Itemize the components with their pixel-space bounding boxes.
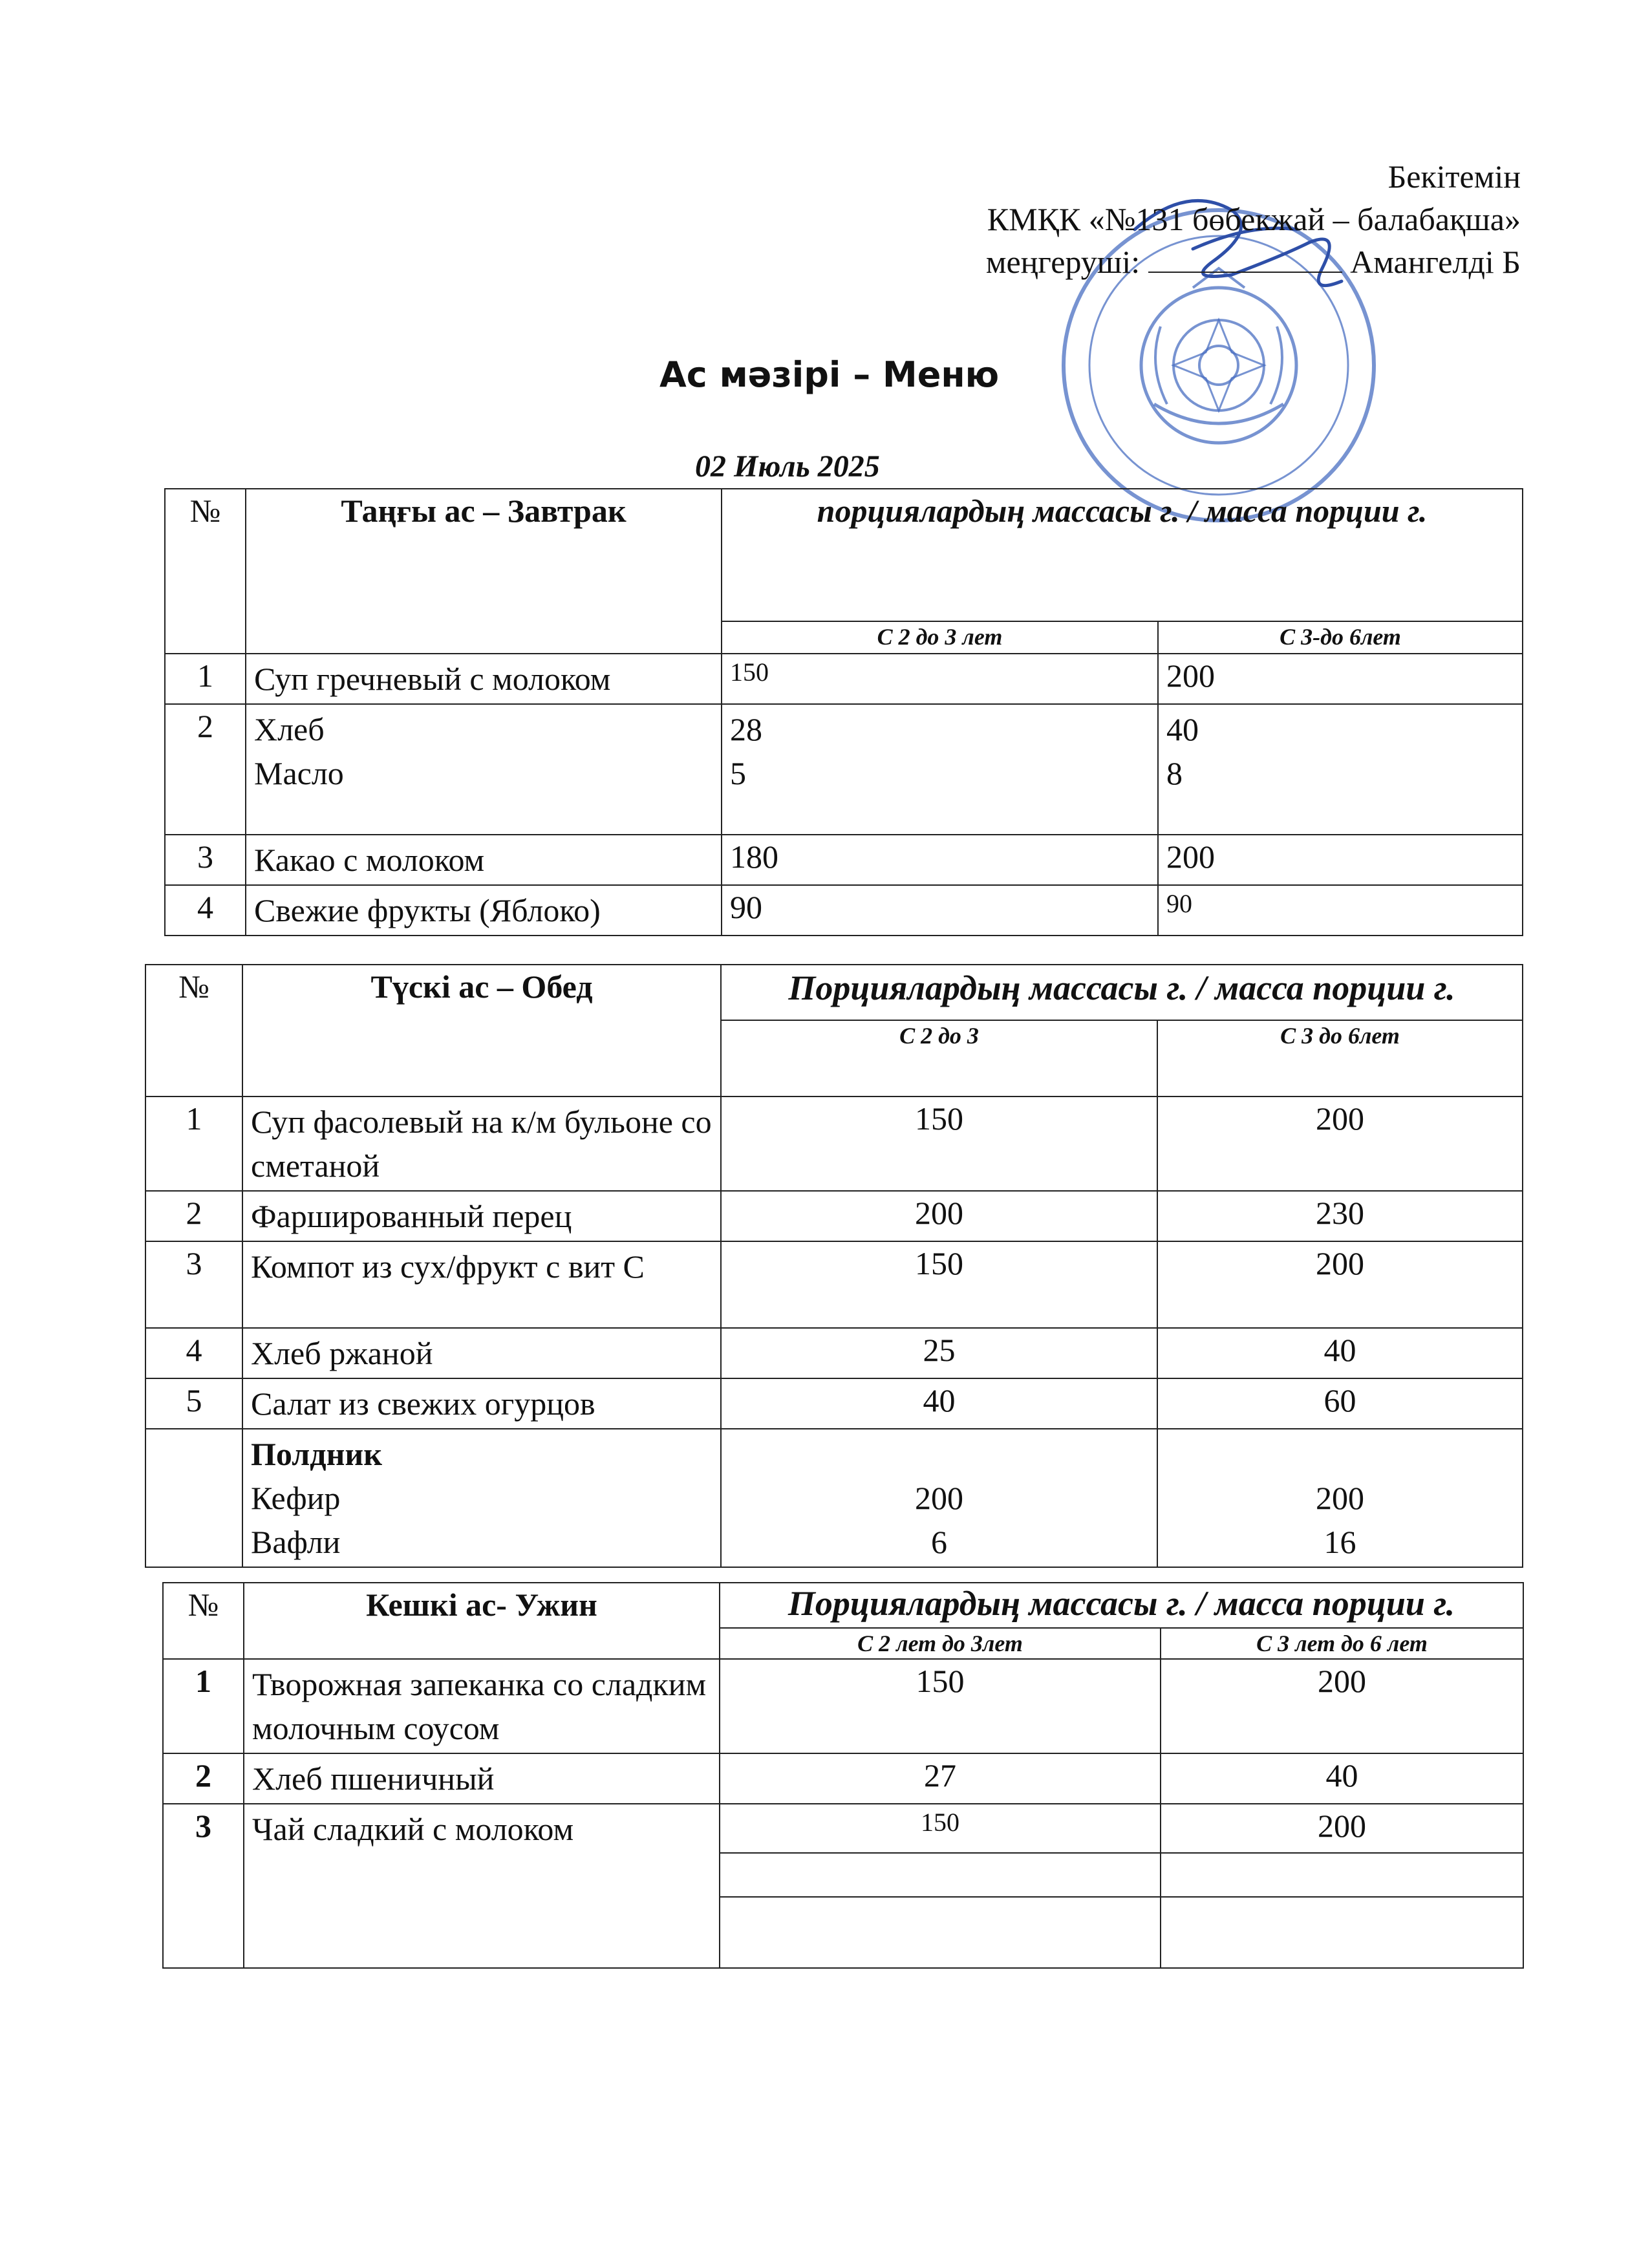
menu-date: 02 Июль 2025 xyxy=(695,449,880,484)
dish-name: Суп гречневый с молоком xyxy=(246,654,722,704)
portion-age-2: 40 xyxy=(1161,1753,1523,1804)
row-number: 5 xyxy=(145,1378,242,1429)
snack-title: Полдник xyxy=(251,1436,383,1472)
portion-age-1: 27 xyxy=(720,1753,1161,1804)
table-row xyxy=(145,1097,1523,1191)
manager-name: Амангелдi Б xyxy=(1350,244,1521,280)
dish-names xyxy=(246,704,722,835)
portion-age-2: 200 xyxy=(1161,1659,1523,1753)
empty-cell xyxy=(720,1853,1161,1897)
manager-line xyxy=(986,241,1521,283)
age-group-1: С 2 до 3 xyxy=(721,1020,1157,1097)
portion-value: 16 xyxy=(1323,1524,1356,1560)
portion-age-2: 200 xyxy=(1158,835,1523,885)
dish-name: Свежие фрукты (Яблоко) xyxy=(246,885,722,936)
row-number: 3 xyxy=(165,835,246,885)
number-column-header: № xyxy=(163,1583,244,1659)
table-row xyxy=(145,1191,1523,1241)
row-number: 4 xyxy=(165,885,246,936)
table-row xyxy=(163,1659,1523,1753)
dish-name: Хлеб пшеничный xyxy=(244,1753,720,1804)
portion-age-1 xyxy=(722,704,1158,835)
dish-name: Кефир xyxy=(251,1480,341,1516)
snack-row xyxy=(145,1429,1523,1567)
table-row xyxy=(163,1753,1523,1804)
portion-age-1 xyxy=(721,1429,1157,1567)
portion-value: 200 xyxy=(1316,1480,1364,1516)
portion-age-2: 200 xyxy=(1158,654,1523,704)
row-number: 1 xyxy=(165,654,246,704)
row-number: 3 xyxy=(163,1804,244,1968)
approval-block xyxy=(986,155,1521,283)
portion-age-1: 150 xyxy=(722,654,1158,704)
portion-value: 40 xyxy=(1166,711,1199,747)
row-number: 1 xyxy=(145,1097,242,1191)
mass-column-header: Порциялардың массасы г. / масса порции г. xyxy=(720,1583,1523,1628)
portion-value: 5 xyxy=(730,755,746,791)
table-header-row xyxy=(163,1583,1523,1628)
dish-name: Компот из сух/фрукт с вит С xyxy=(242,1241,721,1328)
approved-label: Бекітемін xyxy=(1388,158,1521,195)
portion-age-1: 150 xyxy=(720,1659,1161,1753)
row-number: 2 xyxy=(163,1753,244,1804)
portion-age-1: 200 xyxy=(721,1191,1157,1241)
dish-name: Суп фасолевый на к/м бульоне со сметаной xyxy=(242,1097,721,1191)
dish-name: Чай сладкий с молоком xyxy=(244,1804,720,1968)
dish-name: Хлеб ржаной xyxy=(242,1328,721,1378)
table-row xyxy=(165,885,1523,936)
mass-column-header: Порциялардың массасы г. / масса порции г. xyxy=(721,965,1523,1020)
lunch-table xyxy=(145,964,1523,1568)
table-row xyxy=(145,1378,1523,1429)
dinner-table xyxy=(162,1582,1524,1969)
snack-names xyxy=(242,1429,721,1567)
table-header-row xyxy=(165,489,1523,621)
dish-name: Масло xyxy=(254,755,344,791)
portion-value: 6 xyxy=(931,1524,947,1560)
dish-name: Какао с молоком xyxy=(246,835,722,885)
portion-age-1: 150 xyxy=(721,1241,1157,1328)
portion-age-2: 40 xyxy=(1157,1328,1523,1378)
table-row xyxy=(145,1241,1523,1328)
row-number: 4 xyxy=(145,1328,242,1378)
portion-age-2: 230 xyxy=(1157,1191,1523,1241)
number-column-header: № xyxy=(165,489,246,654)
breakfast-table xyxy=(164,488,1523,936)
organization-name: КМҚК «№131 бөбекжай – балабақша» xyxy=(987,201,1521,237)
row-number: 3 xyxy=(145,1241,242,1328)
table-row xyxy=(165,704,1523,835)
age-group-2: С 3-до 6лет xyxy=(1158,621,1523,654)
table-header-row xyxy=(145,965,1523,1020)
section-title: Кешкі ас- Ужин xyxy=(244,1583,720,1659)
portion-value: 200 xyxy=(915,1480,963,1516)
signature-line xyxy=(1148,246,1342,273)
portion-age-2: 200 xyxy=(1161,1804,1523,1853)
dish-name: Фаршированный перец xyxy=(242,1191,721,1241)
portion-age-1: 150 xyxy=(721,1097,1157,1191)
portion-age-2: 200 xyxy=(1157,1097,1523,1191)
table-row xyxy=(165,835,1523,885)
age-group-1: С 2 лет до 3лет xyxy=(720,1628,1161,1659)
portion-age-2: 90 xyxy=(1158,885,1523,936)
age-group-2: С 3 до 6лет xyxy=(1157,1020,1523,1097)
number-column-header: № xyxy=(145,965,242,1097)
section-title: Түскі ас – Обед xyxy=(242,965,721,1097)
portion-age-2: 60 xyxy=(1157,1378,1523,1429)
portion-value: 28 xyxy=(730,711,762,747)
portion-age-1: 90 xyxy=(722,885,1158,936)
portion-age-1: 40 xyxy=(721,1378,1157,1429)
portion-age-1: 150 xyxy=(720,1804,1161,1853)
dish-name: Творожная запеканка со сладким молочным соусом xyxy=(244,1659,720,1753)
age-group-2: С 3 лет до 6 лет xyxy=(1161,1628,1523,1659)
section-title: Таңғы ас – Завтрак xyxy=(246,489,722,654)
portion-age-2: 200 xyxy=(1157,1241,1523,1328)
empty-cell xyxy=(720,1897,1161,1968)
row-number: 2 xyxy=(165,704,246,835)
row-number: 2 xyxy=(145,1191,242,1241)
manager-label: меңгерушi: xyxy=(985,244,1141,280)
portion-age-2 xyxy=(1157,1429,1523,1567)
page-title: Ас мәзірі – Меню xyxy=(659,354,1000,395)
table-row xyxy=(145,1328,1523,1378)
portion-value: 8 xyxy=(1166,755,1183,791)
dish-name: Салат из свежих огурцов xyxy=(242,1378,721,1429)
dish-name: Вафли xyxy=(251,1524,341,1560)
mass-column-header: порциялардың массасы г. / масса порции г. xyxy=(722,489,1523,621)
portion-age-2 xyxy=(1158,704,1523,835)
table-row xyxy=(163,1804,1523,1853)
empty-cell xyxy=(1161,1853,1523,1897)
portion-age-1: 180 xyxy=(722,835,1158,885)
row-number xyxy=(145,1429,242,1567)
empty-cell xyxy=(1161,1897,1523,1968)
dish-name: Хлеб xyxy=(254,711,325,747)
portion-age-1: 25 xyxy=(721,1328,1157,1378)
table-row xyxy=(165,654,1523,704)
age-group-1: С 2 до 3 лет xyxy=(722,621,1158,654)
row-number: 1 xyxy=(163,1659,244,1753)
